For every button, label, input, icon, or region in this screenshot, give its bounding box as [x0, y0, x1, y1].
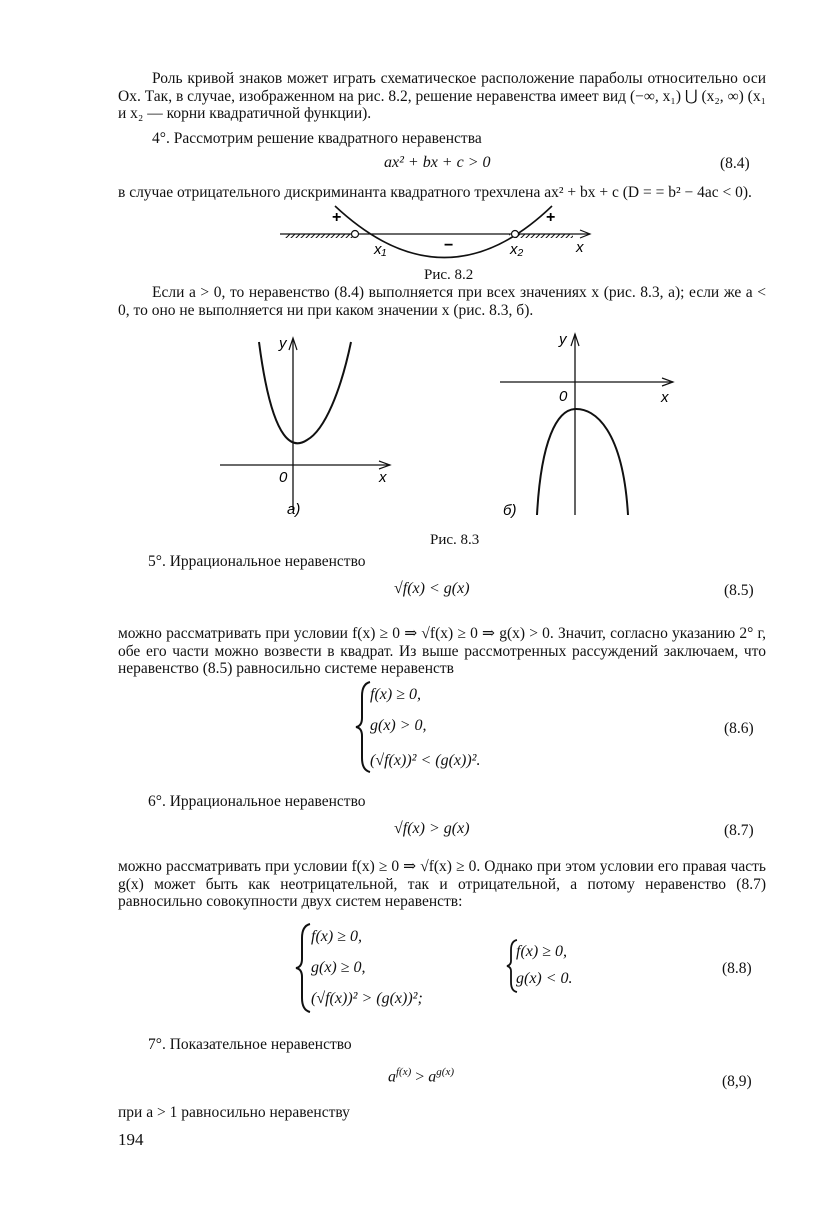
fig82-axis-label: x — [576, 239, 584, 256]
section-5-heading: 5°. Иррациональное неравенство — [148, 553, 366, 570]
figure-8-3b — [495, 330, 685, 525]
system-8-6-line-1: f(x) ≥ 0, — [370, 686, 421, 703]
equation-number-8-6: (8.6) — [724, 720, 754, 737]
paragraph-8-4: Если a > 0, то неравенство (8.4) выполняется при всех значениях x (рис. 8.3, а); если же a < 0, то оно не выполняется ни при каком значении x (рис. 8.3, б). — [118, 284, 766, 319]
fig83b-label: б) — [503, 502, 517, 519]
fig82-label-x2: x₂ — [510, 241, 524, 258]
fig83b-y-label: y — [559, 331, 567, 348]
system-8-6-line-2: g(x) > 0, — [370, 717, 427, 734]
fig82-minus: − — [444, 237, 454, 254]
equation-number-8-7: (8.7) — [724, 822, 754, 839]
equation-number-8-8: (8.8) — [722, 960, 752, 977]
fig83b-origin: 0 — [559, 388, 568, 405]
formula-8-5: √f(x) < g(x) — [394, 580, 470, 597]
equation-number-8-4: (8.4) — [720, 155, 750, 172]
fig83a-label: а) — [287, 501, 301, 518]
figure-8-2 — [280, 204, 600, 266]
fig82-plus-right: + — [546, 209, 556, 226]
system-8-8a-line-3: (√f(x))² > (g(x))²; — [311, 990, 423, 1007]
section-6-text: можно рассматривать при условии f(x) ≥ 0 ⇒ √f(x) ≥ 0. Однако при этом условии его правая часть g(x) может быть как неотрицательной, так и отрицательной, а потому неравенство (8.7) равносильно совокупности двух систем неравенств: — [118, 858, 766, 910]
fig83a-y-label: y — [279, 335, 287, 352]
figure-8-2-caption: Рис. 8.2 — [424, 267, 474, 283]
section-4-text: в случае отрицательного дискриминанта квадратного трехчлена ax² + bx + c (D = = b² − 4ac < 0). — [118, 184, 752, 201]
section-7-text: при a > 1 равносильно неравенству — [118, 1104, 350, 1121]
formula-8-7: √f(x) > g(x) — [394, 820, 470, 837]
section-6-heading: 6°. Иррациональное неравенство — [148, 793, 366, 810]
formula-8-4: ax² + bx + c > 0 — [384, 154, 491, 171]
system-8-8a-line-1: f(x) ≥ 0, — [311, 928, 362, 945]
fig83a-x-label: x — [379, 469, 387, 486]
system-8-8a-line-2: g(x) ≥ 0, — [311, 959, 366, 976]
system-8-6-line-3: (√f(x))² < (g(x))². — [370, 752, 481, 769]
section-7-heading: 7°. Показательное неравенство — [148, 1036, 352, 1053]
system-8-8b-line-1: f(x) ≥ 0, — [516, 943, 567, 960]
fig82-root-x2 — [512, 231, 519, 238]
formula-8-9-relation: > — [415, 1068, 425, 1086]
fig82-root-x1 — [352, 231, 359, 238]
intro-paragraph: Роль кривой знаков может играть схематическое расположение параболы относительно оси Ox. Так, в случае, изображенном на рис. 8.2, решение неравенства имеет вид (−∞, x₁) ⋃ (x₂, ∞) (x₁ и x₂ — корни квадратичной функции). — [118, 70, 766, 122]
fig82-hatch-left — [285, 234, 355, 238]
figure-8-3a — [215, 330, 395, 530]
fig82-plus-left: + — [332, 209, 342, 226]
equation-number-8-5: (8.5) — [724, 582, 754, 599]
section-5-text: можно рассматривать при условии f(x) ≥ 0 ⇒ √f(x) ≥ 0 ⇒ g(x) > 0. Значит, согласно указанию 2° г, обе его части можно возвести в квадрат. Из выше рассмотренных рассуждений заключаем, что неравенство (8.5) равносильно системе неравенств — [118, 625, 766, 677]
formula-8-9-base-2: a — [428, 1068, 437, 1086]
equation-number-8-9: (8,9) — [722, 1073, 752, 1090]
formula-8-9-base-1: a — [388, 1068, 396, 1086]
fig83a-origin: 0 — [279, 469, 288, 486]
fig83a-parabola — [259, 342, 351, 443]
page-number: 194 — [118, 1130, 144, 1149]
formula-8-9-exp-1: f(x) — [396, 1066, 412, 1078]
formula-8-9-exp-2: g(x) — [436, 1066, 455, 1078]
fig82-label-x1: x₁ — [374, 241, 387, 258]
fig83b-x-label: x — [661, 389, 669, 406]
fig83b-parabola — [537, 409, 628, 515]
figure-8-3-caption: Рис. 8.3 — [430, 532, 480, 548]
system-8-8b-line-2: g(x) < 0. — [516, 970, 573, 987]
section-4-heading: 4°. Рассмотрим решение квадратного неравенства — [152, 130, 482, 147]
formula-8-9 — [388, 1066, 454, 1086]
